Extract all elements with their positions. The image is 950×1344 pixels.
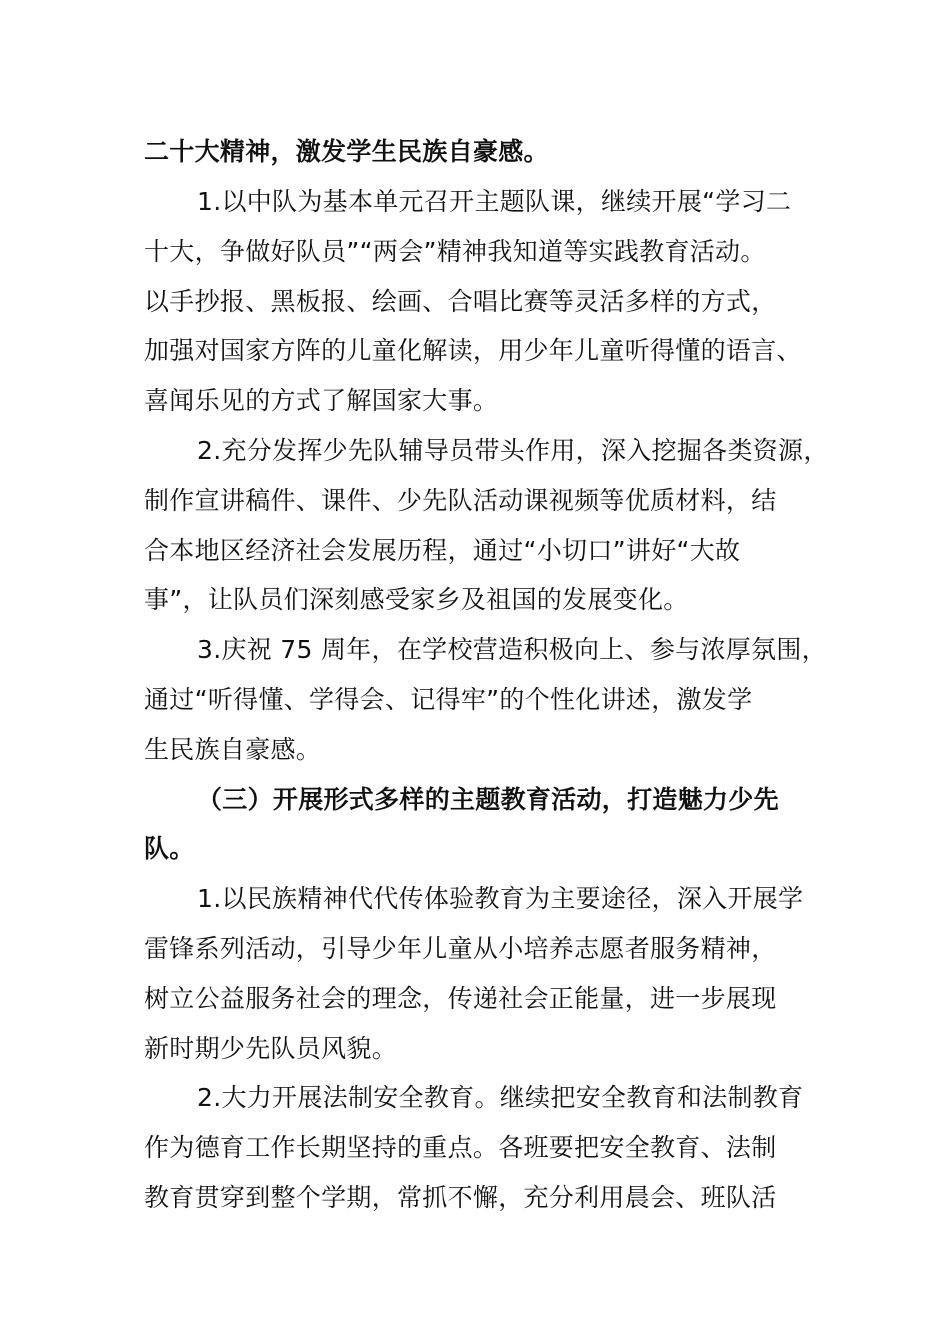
paragraph-line: 制作宣讲稿件、课件、少先队活动课视频等优质材料，结	[144, 486, 777, 515]
paragraph-line: 加强对国家方阵的儿童化解读，用少年儿童听得懂的语言、	[144, 336, 802, 365]
heading-line: 二十大精神，激发学生民族自豪感。	[144, 137, 549, 166]
paragraph-line: 以手抄报、黑板报、绘画、合唱比赛等灵活多样的方式，	[144, 287, 777, 316]
paragraph-line: 2.大力开展法制安全教育。继续把安全教育和法制教育	[197, 1083, 804, 1112]
heading-line: （三）开展形式多样的主题教育活动，打造魅力少先	[197, 785, 779, 814]
paragraph-line: 作为德育工作长期坚持的重点。各班要把安全教育、法制	[144, 1133, 777, 1162]
paragraph-line: 2.充分发挥少先队辅导员带头作用，深入挖掘各类资源，	[197, 436, 829, 465]
paragraph-line: 1.以中队为基本单元召开主题队课，继续开展“学习二	[197, 187, 792, 216]
paragraph-line: 新时期少先队员风貌。	[144, 1034, 398, 1063]
paragraph-line: 事”，让队员们深刻感受家乡及祖国的发展变化。	[144, 585, 689, 614]
paragraph-line: 生民族自豪感。	[144, 735, 322, 764]
paragraph-line: 树立公益服务社会的理念，传递社会正能量，进一步展现	[144, 984, 777, 1013]
paragraph-line: 通过“听得懂、学得会、记得牢”的个性化讲述，激发学	[144, 685, 753, 714]
paragraph-line: 教育贯穿到整个学期，常抓不懈，充分利用晨会、班队活	[144, 1183, 777, 1212]
paragraph-line: 3.庆祝 75 周年，在学校营造积极向上、参与浓厚氛围，	[197, 635, 827, 664]
paragraph-line: 1.以民族精神代代传体验教育为主要途径，深入开展学	[197, 884, 804, 913]
paragraph-line: 雷锋系列活动，引导少年儿童从小培养志愿者服务精神，	[144, 934, 777, 963]
paragraph-line: 十大，争做好队员”“两会”精神我知道等实践教育活动。	[144, 237, 766, 266]
heading-line: 队。	[144, 834, 195, 863]
paragraph-line: 喜闻乐见的方式了解国家大事。	[144, 386, 499, 415]
paragraph-line: 合本地区经济社会发展历程，通过“小切口”讲好“大故	[144, 536, 741, 565]
